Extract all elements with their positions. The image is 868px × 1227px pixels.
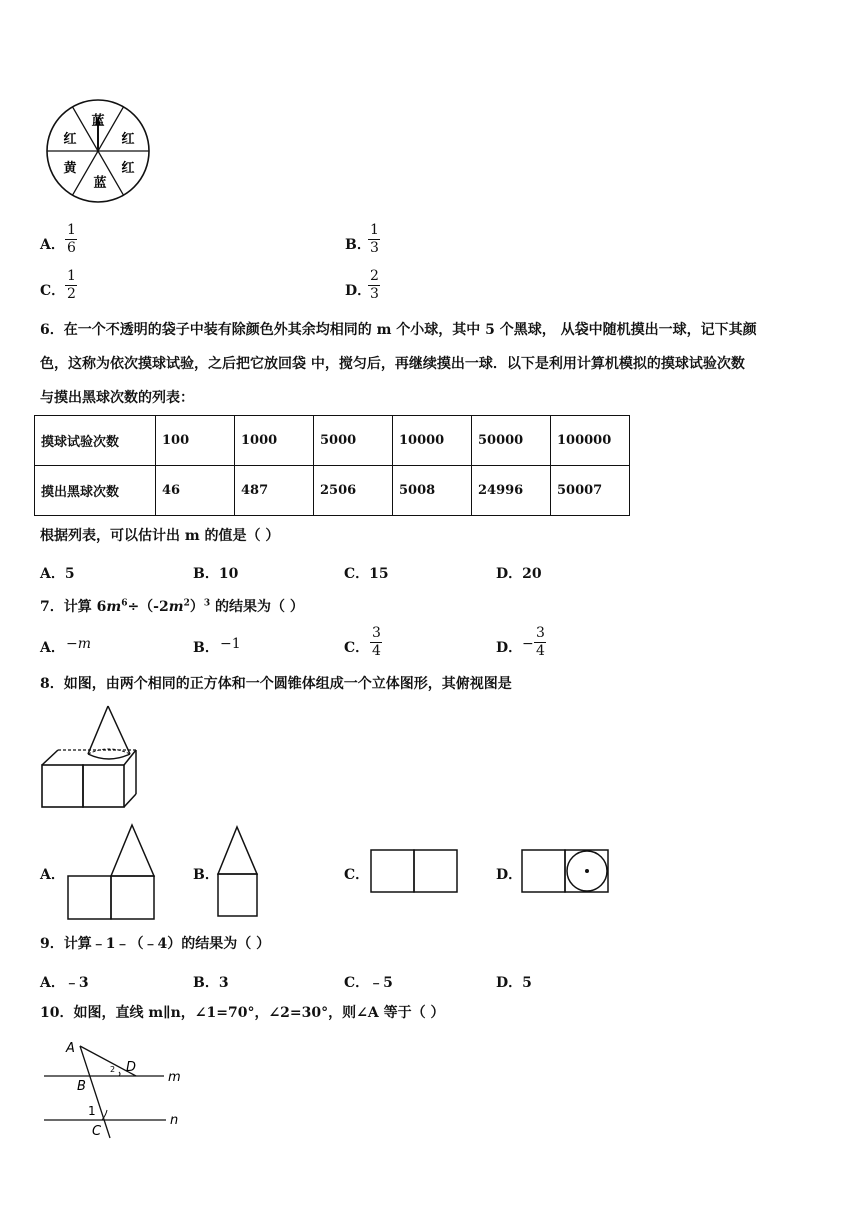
table-cell: 100000 (551, 416, 630, 466)
q6-line-1: 6．在一个不透明的袋子中装有除颜色外其余均相同的 m 个小球，其中 5 个黑球， 从袋中随机摸出一球，记下其颜 (40, 322, 757, 338)
q8-option-d-label: D． (496, 867, 523, 883)
table-cell: 10000 (393, 416, 472, 466)
q10-label-n: n (170, 1113, 179, 1128)
table-cell: 100 (156, 416, 235, 466)
q8-option-d-figure (520, 848, 612, 894)
q6-option-d: D．20 (496, 566, 542, 582)
q6-option-c: C．15 (344, 566, 389, 582)
q5-option-a-label: A． (40, 237, 65, 253)
q7-question: 7．计算 $6m^6\div(-2m^2)^3$ 的结果为（ ） (40, 598, 304, 615)
q5-option-b-fraction: 1 3 (370, 222, 379, 256)
q8-option-a-figure (66, 822, 158, 922)
q8-solid-figure (38, 702, 142, 810)
q7-option-a-value: −m (66, 636, 92, 652)
q6-line-2: 色，这称为依次摸球试验，之后把它放回袋 中，搅匀后，再继续摸出一球．以下是利用计算机模拟的摸球试验次数 (40, 356, 745, 372)
table-row (35, 466, 630, 516)
q10-label-b: B (77, 1079, 86, 1094)
spinner-sector-upper-left: 红 (63, 132, 77, 147)
q10-question: 10．如图，直线 m∥n，∠1=70°，∠2=30°，则∠A 等于（ ） (40, 1005, 445, 1021)
spinner-sector-top: 蓝 (91, 114, 105, 129)
q8-option-b-label: B． (193, 867, 219, 883)
spinner-sector-bottom: 蓝 (93, 176, 107, 191)
q5-option-c-label: C． (40, 283, 66, 299)
q8-option-c-figure (369, 848, 459, 894)
q10-label-a: A (66, 1041, 75, 1056)
q5-option-b-label: B． (345, 237, 371, 253)
q10-label-two: 2 (110, 1065, 116, 1074)
q6-line-3: 与摸出黑球次数的列表： (40, 390, 194, 406)
q10-label-m: m (168, 1070, 181, 1085)
table-cell: 24996 (472, 466, 551, 516)
q6-option-a: A．5 (40, 566, 75, 582)
q8-option-a-label: A． (40, 867, 65, 883)
table-cell: 50000 (472, 416, 551, 466)
q5-option-d-fraction: 2 3 (370, 268, 379, 302)
q7-option-c-fraction: 3 4 (372, 625, 381, 659)
table-cell: 1000 (235, 416, 314, 466)
q7-option-c-label: C． (344, 640, 370, 656)
q5-option-a-fraction: 1 6 (67, 222, 76, 256)
spinner-sector-lower-right: 红 (121, 161, 135, 176)
spinner-sector-upper-right: 红 (121, 132, 135, 147)
table-cell: 5000 (314, 416, 393, 466)
q10-label-d: D (126, 1060, 137, 1075)
q8-option-c-label: C． (344, 867, 370, 883)
q5-option-c-fraction: 1 2 (67, 268, 76, 302)
spinner-sector-lower-left: 黄 (63, 161, 77, 176)
table-cell: 487 (235, 466, 314, 516)
q9-option-d: D．5 (496, 975, 532, 991)
table-row (35, 416, 630, 466)
q7-option-b-label: B． (193, 640, 219, 656)
q9-question: 9．计算﹣1﹣（﹣4）的结果为（ ） (40, 936, 271, 952)
q7-option-b-value: −1 (220, 636, 241, 652)
q10-label-c: C (92, 1124, 102, 1139)
table-cell: 2506 (314, 466, 393, 516)
q10-label-one: 1 (88, 1104, 96, 1118)
spinner-figure (45, 98, 153, 206)
q8-option-b-figure (216, 825, 260, 919)
q9-option-b: B．3 (193, 975, 229, 991)
table-cell: 5008 (393, 466, 472, 516)
q6-option-b: B．10 (193, 566, 239, 582)
q6-question: 根据列表，可以估计出 m 的值是（ ） (40, 528, 280, 544)
q7-option-d-fraction: 3 4 (536, 625, 545, 659)
q7-option-d-sign: − (522, 636, 534, 652)
q10-figure (40, 1034, 190, 1144)
table-cell: 50007 (551, 466, 630, 516)
q6-data-table (34, 415, 630, 516)
table-cell: 摸出黑球次数 (35, 466, 156, 516)
q7-option-d-label: D． (496, 640, 523, 656)
table-cell: 摸球试验次数 (35, 416, 156, 466)
table-cell: 46 (156, 466, 235, 516)
q7-option-a-label: A． (40, 640, 65, 656)
q9-option-a: A．﹣3 (40, 975, 89, 991)
q9-option-c: C．﹣5 (344, 975, 393, 991)
q8-question: 8．如图，由两个相同的正方体和一个圆锥体组成一个立体图形，其俯视图是 (40, 676, 512, 692)
q5-option-d-label: D． (345, 283, 372, 299)
